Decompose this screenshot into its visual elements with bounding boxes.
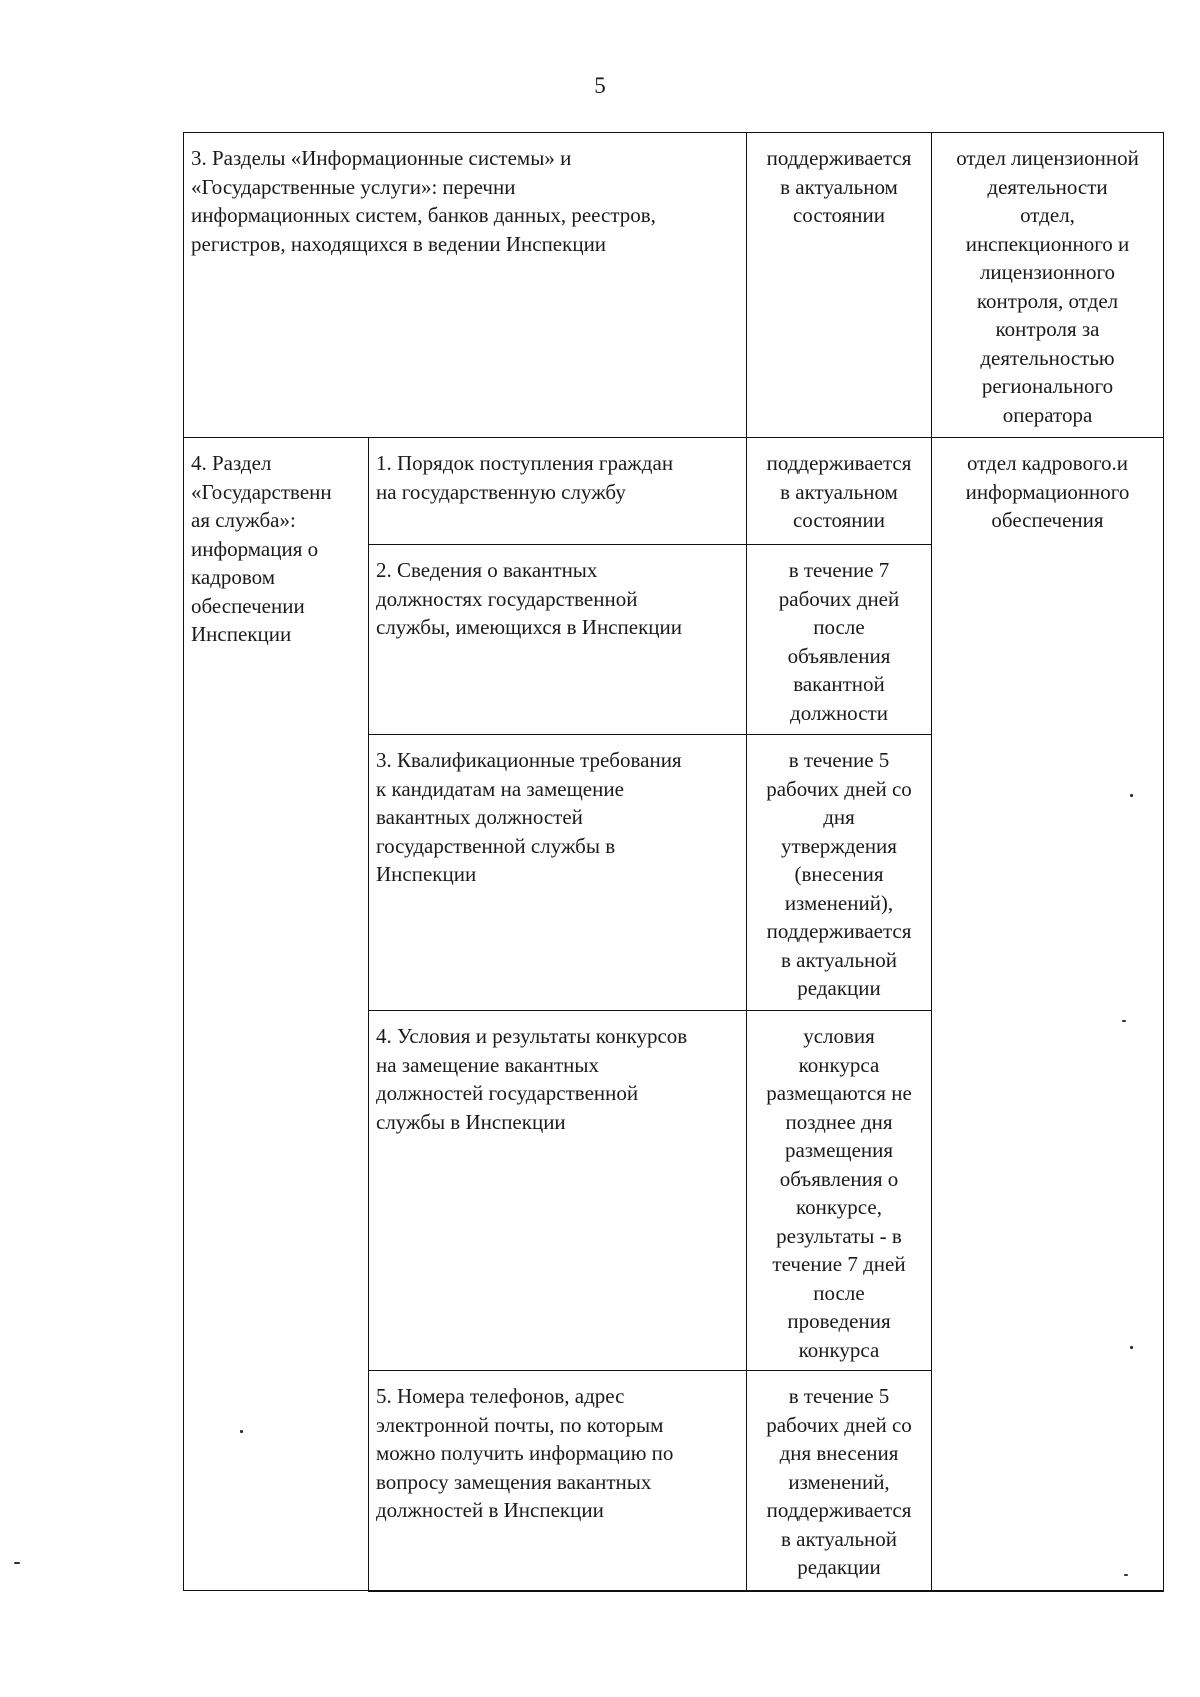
scan-speck	[1130, 1346, 1133, 1349]
responsible-continuation-cell	[932, 735, 1164, 1011]
section-4-item-4-text: 4. Условия и результаты конкурсов на замещение вакантных должностей государственной службы в Инспекции	[369, 1011, 747, 1371]
page-number: 5	[594, 73, 606, 98]
table-row	[184, 133, 1164, 438]
responsible-continuation-cell	[932, 1371, 1164, 1591]
scan-speck	[240, 1430, 243, 1433]
responsible-continuation-cell	[932, 1011, 1164, 1371]
scan-speck	[1124, 1574, 1128, 1576]
responsible-continuation-cell	[932, 545, 1164, 735]
section-3-title: 3. Разделы «Информационные системы» и «Государственные услуги»: перечни информационных систем, банков данных, реестров, регистров, находящихся в ведении Инспекции	[184, 133, 747, 438]
section-4-item-1-text: 1. Порядок поступления граждан на государственную службу	[369, 438, 747, 545]
section-4-item-3-text: 3. Квалификационные требования к кандидатам на замещение вакантных должностей государственной службы в Инспекции	[369, 735, 747, 1011]
section-4-item-5-text: 5. Номера телефонов, адрес электронной почты, по которым можно получить информацию по вопросу замещения вакантных должностей в Инспекции	[369, 1371, 747, 1591]
section-4-item-2-term: в течение 7 рабочих дней после объявления вакантной должности	[747, 545, 932, 735]
section-4-item-1-term: поддерживается в актуальном состоянии	[747, 438, 932, 545]
scan-speck	[14, 1562, 20, 1564]
section-4-title: 4. Раздел «Государственн ая служба»: информация о кадровом обеспечении Инспекции	[184, 438, 369, 1591]
scan-speck	[1122, 1020, 1126, 1022]
section-4-item-4-term: условия конкурса размещаются не позднее дня размещения объявления о конкурсе, результаты - в течение 7 дней после проведения конкурса	[747, 1011, 932, 1371]
section-4-item-3-term: в течение 5 рабочих дней со дня утверждения (внесения изменений), поддерживается в актуальной редакции	[747, 735, 932, 1011]
section-4-item-5-term: в течение 5 рабочих дней со дня внесения изменений, поддерживается в актуальной редакции	[747, 1371, 932, 1591]
section-3-term: поддерживается в актуальном состоянии	[747, 133, 932, 438]
section-4-responsible: отдел кадрового.и информационного обеспечения	[932, 438, 1164, 545]
table-row	[184, 438, 1164, 545]
section-4-item-2-text: 2. Сведения о вакантных должностях государственной службы, имеющихся в Инспекции	[369, 545, 747, 735]
scan-speck	[1130, 794, 1133, 797]
disclosure-table	[183, 132, 1164, 1592]
section-3-responsible: отдел лицензионной деятельности отдел, инспекционного и лицензионного контроля, отдел контроля за деятельностью регионального оператора	[932, 133, 1164, 438]
